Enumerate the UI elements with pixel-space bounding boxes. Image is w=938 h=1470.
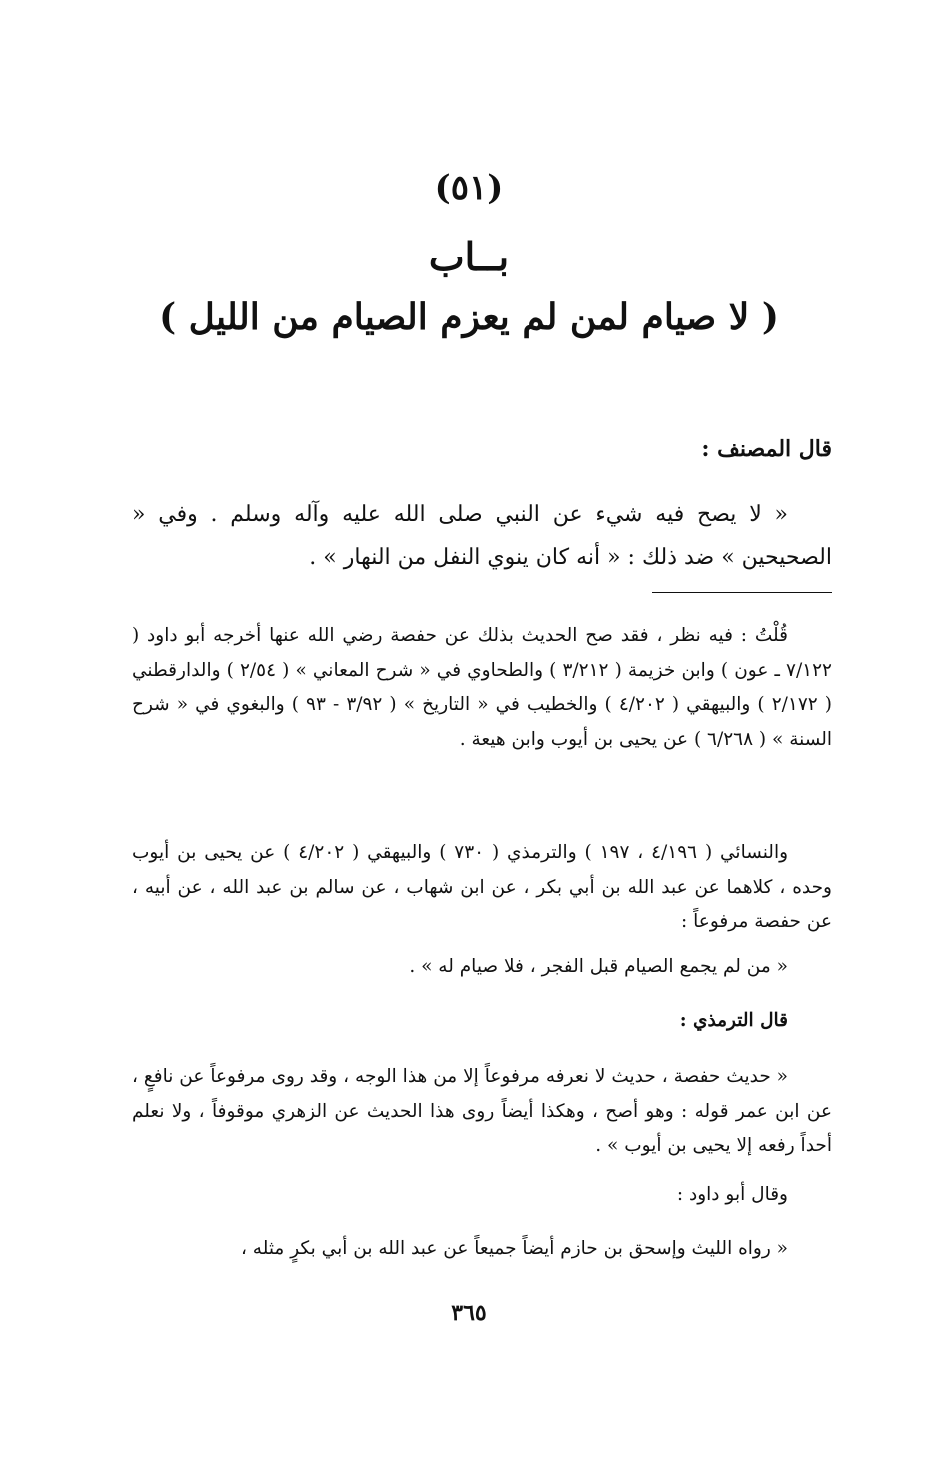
chapter-number: (٥١) — [434, 168, 504, 208]
tirmidhi-heading: قال الترمذي : — [679, 1010, 788, 1031]
page-number: ٣٦٥ — [451, 1300, 487, 1326]
author-heading: قال المصنف : — [701, 436, 832, 462]
chapter-label: بــاب — [428, 234, 510, 279]
abu-dawud-heading: وقال أبو داود : — [676, 1184, 788, 1205]
tirmidhi-quote: « حديث حفصة ، حديث لا نعرفه مرفوعاً إلا من هذا الوجه ، وقد روى مرفوعاً عن نافعٍ ، عن ابن عمر قوله : وهو أصح ، وهكذا أيضاً روى هذا الحديث عن الزهري موقوفاً ، ولا نعلم أحداً رفعه إلا يحيى بن أيوب » . — [132, 1066, 832, 1156]
commentary-paragraph-2: والنسائي ( ٤/١٩٦ ، ١٩٧ ) والترمذي ( ٧٣٠ ) والبيهقي ( ٤/٢٠٢ ) عن يحيى بن أيوب وحده ، كلاهما عن عبد الله بن أبي بكر ، عن ابن شهاب ، عن سالم بن عبد الله ، عن أبيه ، عن حفصة مرفوعاً : — [132, 842, 832, 932]
commentary-paragraph-1: قُلْتُ : فيه نظر ، فقد صح الحديث بذلك عن حفصة رضي الله عنها أخرجه أبو داود ( ٧/١٢٢ ـ عون ) وابن خزيمة ( ٣/٢١٢ ) والطحاوي في « شرح المعاني » ( ٢/٥٤ ) والدارقطني ( ٢/١٧٢ ) والبيهقي ( ٤/٢٠٢ ) والخطيب في « التاريخ » ( ٣/٩٢ - ٩٣ ) والبغوي في « شرح السنة » ( ٦/٢٦٨ ) عن يحيى بن أيوب وابن هيعة . — [132, 625, 832, 750]
footnote-separator — [652, 592, 832, 593]
abu-dawud-quote: « رواه الليث وإسحق بن حازم أيضاً جميعاً عن عبد الله بن أبي بكرٍ مثله ، — [240, 1238, 788, 1259]
hadith-text: « من لم يجمع الصيام قبل الفجر ، فلا صيام له » . — [409, 956, 788, 977]
chapter-title: ( لا صيام لمن لم يعزم الصيام من الليل ) — [159, 296, 779, 338]
author-quote: « لا يصح فيه شيء عن النبي صلى الله عليه وآله وسلم . وفي « الصحيحين » ضد ذلك : « أنه كان ينوي النفل من النهار » . — [132, 502, 832, 570]
